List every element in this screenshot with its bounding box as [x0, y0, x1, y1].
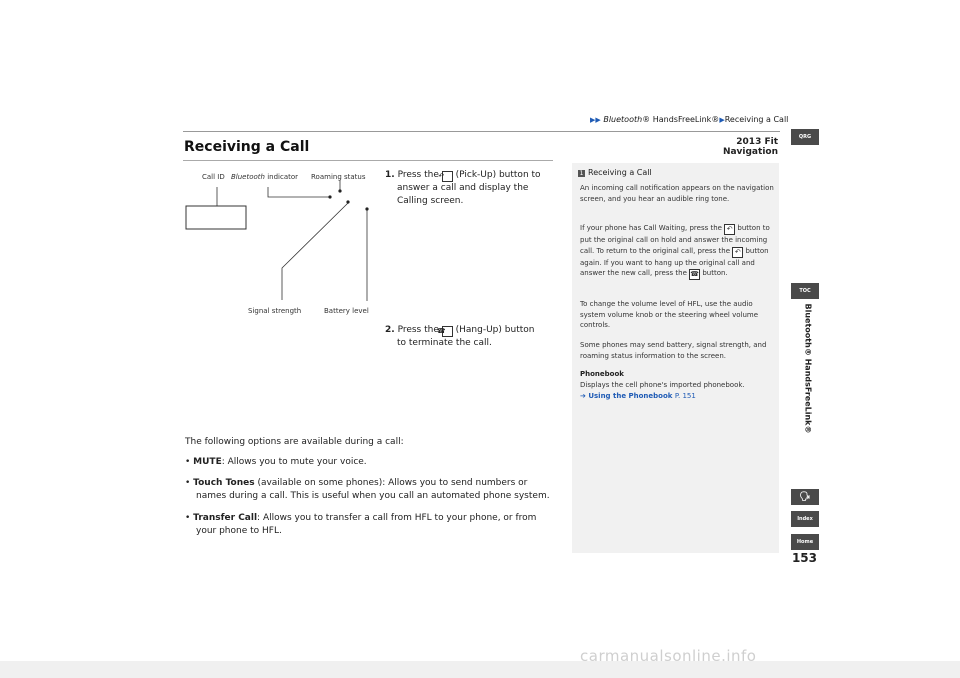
phonebook-desc: Displays the cell phone's imported phonebook. — [580, 381, 745, 389]
label-call-id: Call ID — [202, 173, 225, 181]
pick-up-icon: ↶ — [732, 247, 743, 258]
roaming-dot — [338, 189, 341, 192]
breadcrumb — [590, 115, 788, 124]
watermark-text: carmanualsonline.info — [580, 647, 757, 665]
breadcrumb-bluetooth: Bluetooth — [603, 115, 643, 124]
watermark-bar — [0, 647, 960, 678]
battery-dot — [365, 207, 368, 210]
phonebook-link[interactable]: ➔ Using the Phonebook P. 151 — [580, 392, 696, 400]
label-signal: Signal strength — [248, 307, 302, 315]
voice-command-tab[interactable] — [791, 489, 819, 505]
label-battery: Battery level — [324, 307, 369, 315]
breadcrumb-current: Receiving a Call — [724, 115, 789, 124]
pick-up-icon: ↶ — [442, 171, 453, 182]
qrg-tab[interactable]: QRG — [791, 129, 819, 145]
options-intro: The following options are available during a call: — [185, 437, 404, 447]
note-marker-icon: 1 — [579, 170, 584, 177]
page-title: Receiving a Call — [184, 139, 310, 155]
step-2: 2. Press the ☎ (Hang-Up) button to terminate the call. — [385, 325, 535, 348]
header-rule — [183, 131, 780, 132]
link-arrow-icon: ➔ — [580, 392, 586, 400]
toc-tab[interactable]: TOC — [791, 283, 819, 299]
bt-indicator-leader — [268, 187, 330, 197]
home-tab[interactable]: Home — [791, 534, 819, 550]
bt-indicator-dot — [328, 195, 331, 198]
voice-icon: 🗣 — [799, 492, 811, 502]
phonebook-title: Phonebook — [580, 370, 624, 378]
signal-dot — [346, 200, 349, 203]
label-roaming: Roaming status — [311, 173, 366, 181]
hang-up-icon: ☎ — [690, 270, 699, 279]
signal-leader — [282, 203, 348, 300]
step-1: 1. Press the ↶ (Pick-Up) button to answer a call and display the Calling screen. — [385, 170, 541, 206]
step-number: 2. — [385, 325, 395, 335]
status-diagram — [180, 160, 380, 320]
option-transfer-call: • Transfer Call: Allows you to transfer a call from HFL to your phone, or from your phone to HFL. — [185, 513, 537, 536]
option-mute: • MUTE: Allows you to mute your voice. — [185, 457, 367, 467]
section-tab[interactable]: Bluetooth® HandsFreeLink® — [803, 303, 813, 434]
pick-up-icon: ↶ — [724, 224, 735, 235]
step-number: 1. — [385, 170, 395, 180]
page-number: 153 — [791, 551, 817, 565]
option-touch-tones: • Touch Tones (available on some phones): Allows you to send numbers or names during a call. This is useful when you call an automated phone system. — [185, 478, 550, 501]
model-label: 2013 Fit Navigation — [722, 137, 778, 157]
sidebar-para-1: An incoming call notification appears on the navigation screen, and you hear an audible ring tone. — [580, 184, 774, 203]
sidebar-para-2: If your phone has Call Waiting, press the ↶ button to put the original call on hold and answer the incoming call. To return to the original call, press the ↶ button again. If you want to hang up the original call and answer the new call, press the ☎ button. — [580, 224, 770, 279]
breadcrumb-hfl[interactable]: ® HandsFreeLink® — [642, 115, 720, 124]
screen-box — [186, 206, 246, 229]
breadcrumb-arrow-icon: ▶ — [719, 116, 725, 124]
sidebar-heading: 1 Receiving a Call — [579, 168, 652, 177]
sidebar-para-3: To change the volume level of HFL, use the audio system volume knob or the steering wheel volume controls. — [580, 300, 759, 330]
hang-up-icon: ☎ — [442, 326, 453, 337]
sidebar-note — [572, 163, 779, 553]
label-bt-indicator: Bluetooth indicator — [231, 173, 299, 181]
breadcrumb-arrow-icon: ▶▶ — [590, 116, 601, 124]
index-tab[interactable]: Index — [791, 511, 819, 527]
sidebar-para-4: Some phones may send battery, signal strength, and roaming status information to the screen. — [580, 341, 767, 360]
